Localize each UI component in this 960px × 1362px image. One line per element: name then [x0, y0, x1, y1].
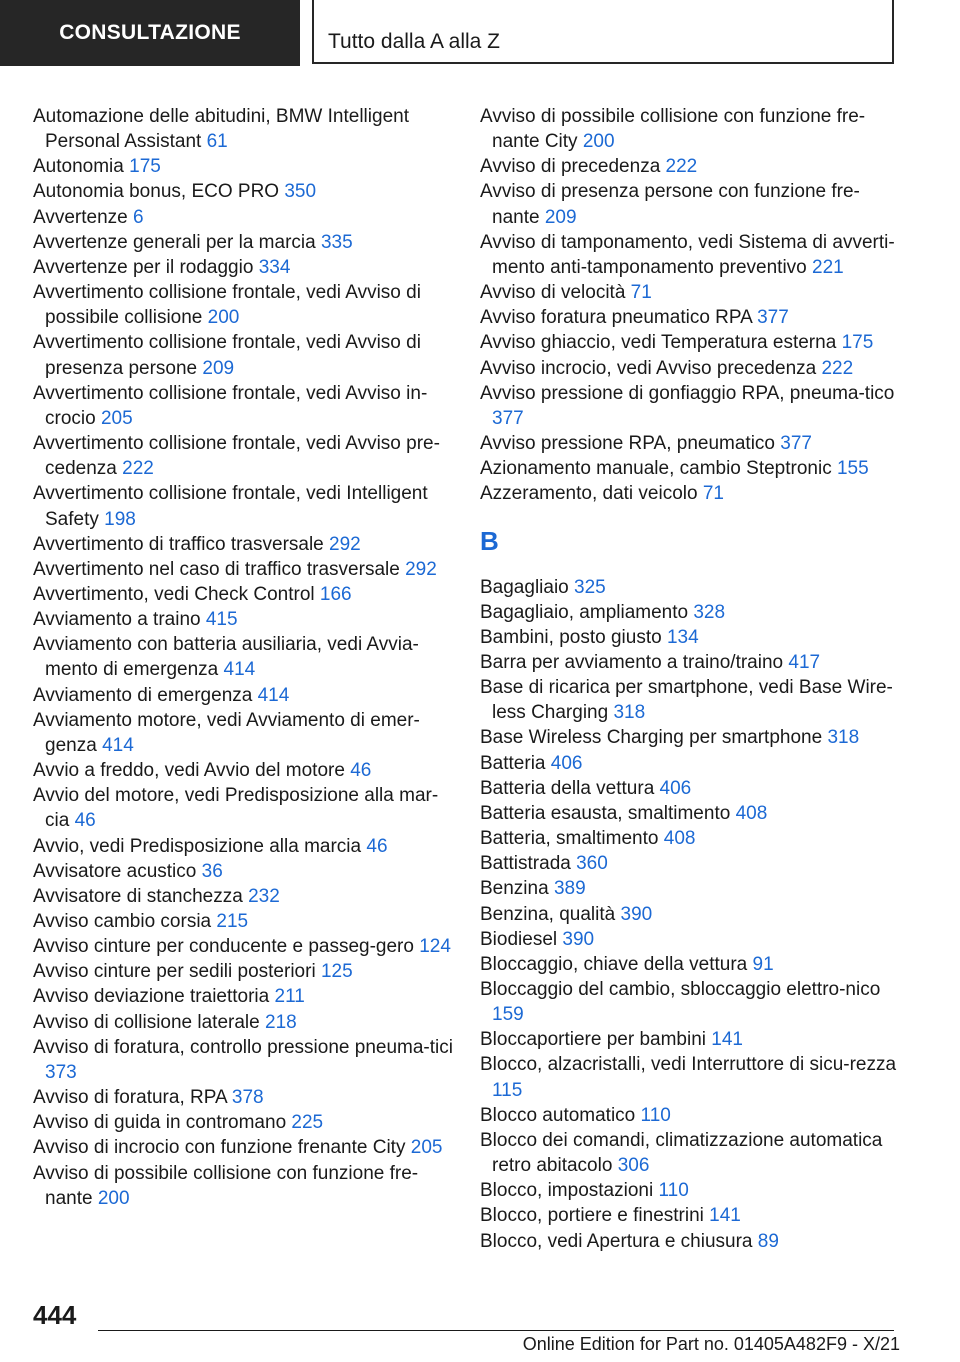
entry-text: Avvertenze per il rodaggio	[33, 256, 254, 278]
page-link[interactable]: 328	[693, 601, 726, 623]
page-link[interactable]: 115	[492, 1079, 523, 1101]
index-entry	[480, 1128, 900, 1178]
page-link[interactable]: 155	[836, 458, 869, 480]
page-link[interactable]: 408	[735, 802, 768, 824]
entry-text: Automazione delle abitudini, BMW Intelligent Personal Assistant	[33, 106, 409, 153]
page-link[interactable]: 318	[613, 702, 646, 724]
entry-text: Bagagliaio, ampliamento	[480, 601, 689, 623]
page-link[interactable]: 373	[45, 1061, 77, 1083]
entry-text: Avvertimento collisione frontale, vedi Avviso di possibile collisione	[33, 282, 421, 329]
entry-text: Avviso cambio corsia	[33, 911, 212, 932]
entry-text: Avviso di tamponamento, vedi Sistema di avverti-mento anti-tamponamento preventivo	[480, 231, 895, 278]
entry-text: Batteria, smaltimento	[480, 828, 659, 850]
page-link[interactable]: 125	[320, 961, 353, 983]
page-link[interactable]: 414	[223, 659, 256, 681]
page-link[interactable]: 200	[97, 1187, 130, 1209]
page-link[interactable]: 218	[265, 1011, 297, 1033]
entry-text: Base Wireless Charging per smartphone	[480, 727, 823, 749]
page-link[interactable]: 141	[709, 1205, 741, 1227]
page-link[interactable]: 377	[492, 407, 524, 429]
entry-text: Avviamento di emergenza	[33, 684, 253, 706]
index-entry	[33, 230, 453, 255]
page-link[interactable]: 222	[821, 357, 854, 379]
entry-text: Avvisatore di stanchezza	[33, 885, 243, 907]
footer-divider	[98, 1330, 894, 1331]
index-entry	[480, 1178, 900, 1203]
page-link[interactable]: 46	[350, 760, 372, 782]
index-entry	[480, 650, 900, 675]
index-entry	[33, 154, 453, 179]
entry-text: Avviso foratura pneumatico RPA	[480, 307, 752, 329]
entry-text: Azzeramento, dati veicolo	[480, 483, 698, 505]
page-link[interactable]: 225	[291, 1112, 324, 1134]
entry-text: Avviso deviazione traiettoria	[33, 986, 270, 1008]
entry-text: Blocco dei comandi, climatizzazione automatica retro abitacolo	[480, 1129, 883, 1177]
entry-text: Avviso pressione RPA, pneumatico	[480, 433, 776, 455]
index-entry	[33, 104, 453, 154]
index-entry	[33, 205, 453, 230]
index-entry	[480, 675, 900, 725]
entry-text: Avvisatore acustico	[33, 860, 197, 882]
index-entry	[480, 104, 900, 154]
page-link[interactable]: 46	[74, 810, 96, 832]
entry-text: Blocco, vedi Apertura e chiusura	[480, 1230, 753, 1252]
entry-text: Avviso di velocità	[480, 282, 626, 304]
page-link[interactable]: 222	[665, 156, 698, 178]
entry-text: Bloccaggio, chiave della vettura	[480, 953, 748, 975]
entry-text: Avvertenze	[33, 206, 128, 228]
page-header	[0, 0, 960, 70]
entry-text: Avvertimento di traffico trasversale	[33, 533, 324, 555]
page-link[interactable]: 390	[562, 928, 595, 950]
edition-text: Online Edition for Part no. 01405A482F9 - X/21	[522, 1334, 900, 1354]
entry-text: Avvertimento collisione frontale, vedi Intelligent Safety	[33, 483, 428, 530]
page-link[interactable]: 414	[102, 734, 134, 756]
section-tab: CONSULTAZIONE	[0, 0, 300, 66]
entry-text: Avviso cinture per sedili posteriori	[33, 961, 316, 983]
entry-text: Avviso ghiaccio, vedi Temperatura esterna	[480, 332, 837, 354]
entry-text: Blocco, portiere e finestrini	[480, 1205, 704, 1227]
index-entry	[480, 575, 900, 600]
page-link[interactable]: 205	[410, 1137, 443, 1159]
page-link[interactable]: 232	[248, 885, 280, 907]
entry-text: Avvertimento collisione frontale, vedi Avviso in-crocio	[33, 382, 428, 429]
page-link[interactable]: 46	[366, 835, 388, 857]
entry-text: Avviamento motore, vedi Avviamento di emer-genza	[33, 709, 420, 756]
page-link[interactable]: 414	[257, 684, 290, 706]
entry-text: Benzina	[480, 878, 549, 900]
page-link[interactable]: 110	[640, 1104, 671, 1126]
entry-text: Barra per avviamento a traino/traino	[480, 651, 784, 673]
index-entry	[480, 230, 900, 280]
page-link[interactable]: 378	[231, 1087, 264, 1109]
index-entry	[33, 708, 453, 758]
index-entry	[33, 280, 453, 330]
index-entry	[480, 280, 900, 305]
entry-text: Batteria della vettura	[480, 777, 655, 799]
index-entry	[480, 356, 900, 381]
entry-text: Avvio, vedi Predisposizione alla marcia	[33, 835, 362, 857]
entry-text: Avvio del motore, vedi Predisposizione alla mar-cia	[33, 785, 439, 832]
index-entry	[480, 179, 900, 229]
entry-text: Avviso di presenza persone con funzione fre-nante	[480, 181, 860, 228]
index-entry	[33, 179, 453, 204]
index-entry	[480, 1103, 900, 1128]
index-entry	[480, 977, 900, 1027]
index-entry	[33, 884, 453, 909]
index-entry	[33, 834, 453, 859]
page-link[interactable]: 110	[658, 1180, 689, 1202]
index-entry	[480, 154, 900, 179]
entry-text: Benzina, qualità	[480, 903, 616, 925]
entry-text: Batteria esausta, smaltimento	[480, 802, 731, 824]
index-entry	[480, 1027, 900, 1052]
index-entry	[480, 952, 900, 977]
index-entry	[33, 582, 453, 607]
index-entry	[480, 330, 900, 355]
chapter-title: Tutto dalla A alla Z	[312, 0, 894, 64]
index-entry	[33, 330, 453, 380]
page-link[interactable]: 71	[702, 483, 724, 505]
page-link[interactable]: 408	[663, 828, 696, 850]
index-entry	[33, 1085, 453, 1110]
entry-text: Avvertenze generali per la marcia	[33, 231, 316, 253]
index-entry	[33, 1035, 453, 1085]
page-link[interactable]: 89	[757, 1230, 779, 1252]
index-entry	[33, 934, 453, 959]
page-link[interactable]: 292	[329, 533, 361, 555]
index-entry	[33, 532, 453, 557]
index-entry	[480, 481, 900, 506]
entry-text: Base di ricarica per smartphone, vedi Base Wire-less Charging	[480, 677, 893, 724]
index-entry	[480, 381, 900, 431]
entry-text: Blocco automatico	[480, 1104, 636, 1126]
index-entry	[480, 776, 900, 801]
index-entry	[480, 625, 900, 650]
index-entry	[33, 481, 453, 531]
page-link[interactable]: 360	[576, 853, 608, 875]
index-entry	[480, 305, 900, 330]
index-entry	[33, 909, 453, 934]
page-link[interactable]: 325	[574, 576, 606, 598]
page-link[interactable]: 215	[216, 911, 249, 932]
page-link[interactable]: 61	[206, 131, 228, 153]
entry-text: Avviso incrocio, vedi Avviso precedenza	[480, 357, 817, 379]
index-entry	[33, 1161, 453, 1211]
page-link[interactable]: 377	[780, 433, 812, 455]
index-group-b	[480, 575, 900, 1254]
entry-text: Avviso di incrocio con funzione frenante City	[33, 1137, 406, 1159]
index-entry	[480, 1203, 900, 1228]
page-link[interactable]: 389	[553, 878, 586, 900]
page-link[interactable]: 415	[205, 609, 238, 631]
entry-text: Avviso di foratura, RPA	[33, 1087, 227, 1109]
page-link[interactable]: 200	[582, 131, 615, 153]
index-entry	[33, 683, 453, 708]
page-link[interactable]: 198	[104, 508, 136, 530]
page-link[interactable]: 175	[129, 156, 161, 178]
entry-text: Blocco, impostazioni	[480, 1180, 654, 1202]
index-entry	[33, 959, 453, 984]
page-link[interactable]: 159	[492, 1004, 524, 1026]
page-link[interactable]: 222	[122, 458, 154, 480]
page-link[interactable]: 377	[757, 307, 789, 329]
index-entry	[480, 725, 900, 750]
entry-text: Avvertimento nel caso di traffico trasversale	[33, 558, 400, 580]
index-entry	[480, 1052, 900, 1102]
entry-text: Avviso di collisione laterale	[33, 1011, 260, 1033]
index-entry	[480, 902, 900, 927]
index-entry	[33, 1110, 453, 1135]
entry-text: Batteria	[480, 752, 546, 774]
index-entry	[33, 984, 453, 1009]
entry-text: Bagagliaio	[480, 576, 569, 598]
entry-text: Biodiesel	[480, 928, 558, 950]
entry-text: Avvio a freddo, vedi Avvio del motore	[33, 760, 345, 782]
page-link[interactable]: 406	[550, 752, 583, 774]
entry-text: Avviso di precedenza	[480, 156, 661, 178]
entry-text: Avviso pressione di gonfiaggio RPA, pneuma-tico	[480, 382, 895, 404]
page-link[interactable]: 350	[284, 181, 317, 203]
page-link[interactable]: 306	[617, 1155, 650, 1177]
page-link[interactable]: 209	[544, 206, 577, 228]
index-entry	[480, 431, 900, 456]
index-entry	[480, 456, 900, 481]
entry-text: Avviso di guida in contromano	[33, 1112, 287, 1134]
entry-text: Avvertimento collisione frontale, vedi Avviso pre-cedenza	[33, 433, 440, 480]
page-link[interactable]: 141	[711, 1029, 743, 1051]
index-entry	[33, 1135, 453, 1160]
page-link[interactable]: 292	[405, 558, 437, 580]
index-group-a	[480, 104, 900, 507]
entry-text: Azionamento manuale, cambio Steptronic	[480, 458, 832, 480]
index-entry	[480, 600, 900, 625]
index-entry	[480, 1229, 900, 1254]
index-entry	[33, 557, 453, 582]
index-entry	[480, 876, 900, 901]
section-letter: B	[480, 525, 499, 556]
entry-text: Avvertimento, vedi Check Control	[33, 583, 315, 605]
index-entry	[33, 859, 453, 884]
entry-text: Avviso di foratura, controllo pressione pneuma-tici	[33, 1036, 453, 1058]
index-entry	[480, 927, 900, 952]
index-entry	[480, 826, 900, 851]
page-link[interactable]: 211	[274, 986, 305, 1008]
index-entry	[480, 801, 900, 826]
page-link[interactable]: 209	[202, 357, 235, 379]
entry-text: Blocco, alzacristalli, vedi Interruttore di sicu-rezza	[480, 1054, 897, 1076]
entry-text: Avviso di possibile collisione con funzione fre-nante City	[480, 106, 866, 153]
page-link[interactable]: 335	[320, 231, 353, 253]
index-entry	[33, 632, 453, 682]
index-entry	[480, 751, 900, 776]
page-link[interactable]: 221	[812, 256, 844, 278]
page-link[interactable]: 390	[620, 903, 653, 925]
page-link[interactable]: 134	[666, 626, 699, 648]
entry-text: Battistrada	[480, 853, 571, 875]
index-entry	[33, 381, 453, 431]
entry-text: Bloccaggio del cambio, sbloccaggio elettro-nico	[480, 979, 881, 1000]
entry-text: Avviso cinture per conducente e passeg-gero	[33, 936, 414, 958]
page-link[interactable]: 36	[201, 860, 223, 882]
entry-text: Autonomia bonus, ECO PRO	[33, 181, 280, 203]
entry-text: Avviamento con batteria ausiliaria, vedi Avvia-mento di emergenza	[33, 634, 419, 681]
page-link[interactable]: 124	[419, 936, 451, 958]
entry-text: Bloccaportiere per bambini	[480, 1029, 707, 1051]
index-entry	[33, 607, 453, 632]
entry-text: Bambini, posto giusto	[480, 626, 662, 648]
page-link[interactable]: 200	[207, 307, 240, 329]
index-column-left	[33, 104, 453, 1211]
page-link[interactable]: 318	[827, 727, 860, 749]
page-link[interactable]: 175	[841, 332, 874, 354]
page-link[interactable]: 205	[100, 407, 133, 429]
index-entry	[480, 851, 900, 876]
page-link[interactable]: 334	[258, 256, 291, 278]
page-link[interactable]: 417	[788, 651, 821, 673]
page-link[interactable]: 406	[659, 777, 692, 799]
entry-text: Avviamento a traino	[33, 609, 201, 631]
index-entry	[33, 1010, 453, 1035]
page-number: 444	[33, 1300, 77, 1330]
entry-text: Autonomia	[33, 156, 124, 178]
page-link[interactable]: 6	[132, 206, 144, 228]
index-entry	[33, 758, 453, 783]
page-link[interactable]: 71	[630, 282, 652, 304]
entry-text: Avviso di possibile collisione con funzione fre-nante	[33, 1162, 419, 1209]
index-column-right	[480, 104, 900, 1254]
index-entry	[33, 255, 453, 280]
entry-text: Avvertimento collisione frontale, vedi Avviso di presenza persone	[33, 332, 421, 379]
index-entry	[33, 431, 453, 481]
page-link[interactable]: 91	[752, 953, 774, 975]
page-link[interactable]: 166	[319, 583, 352, 605]
index-entry	[33, 783, 453, 833]
